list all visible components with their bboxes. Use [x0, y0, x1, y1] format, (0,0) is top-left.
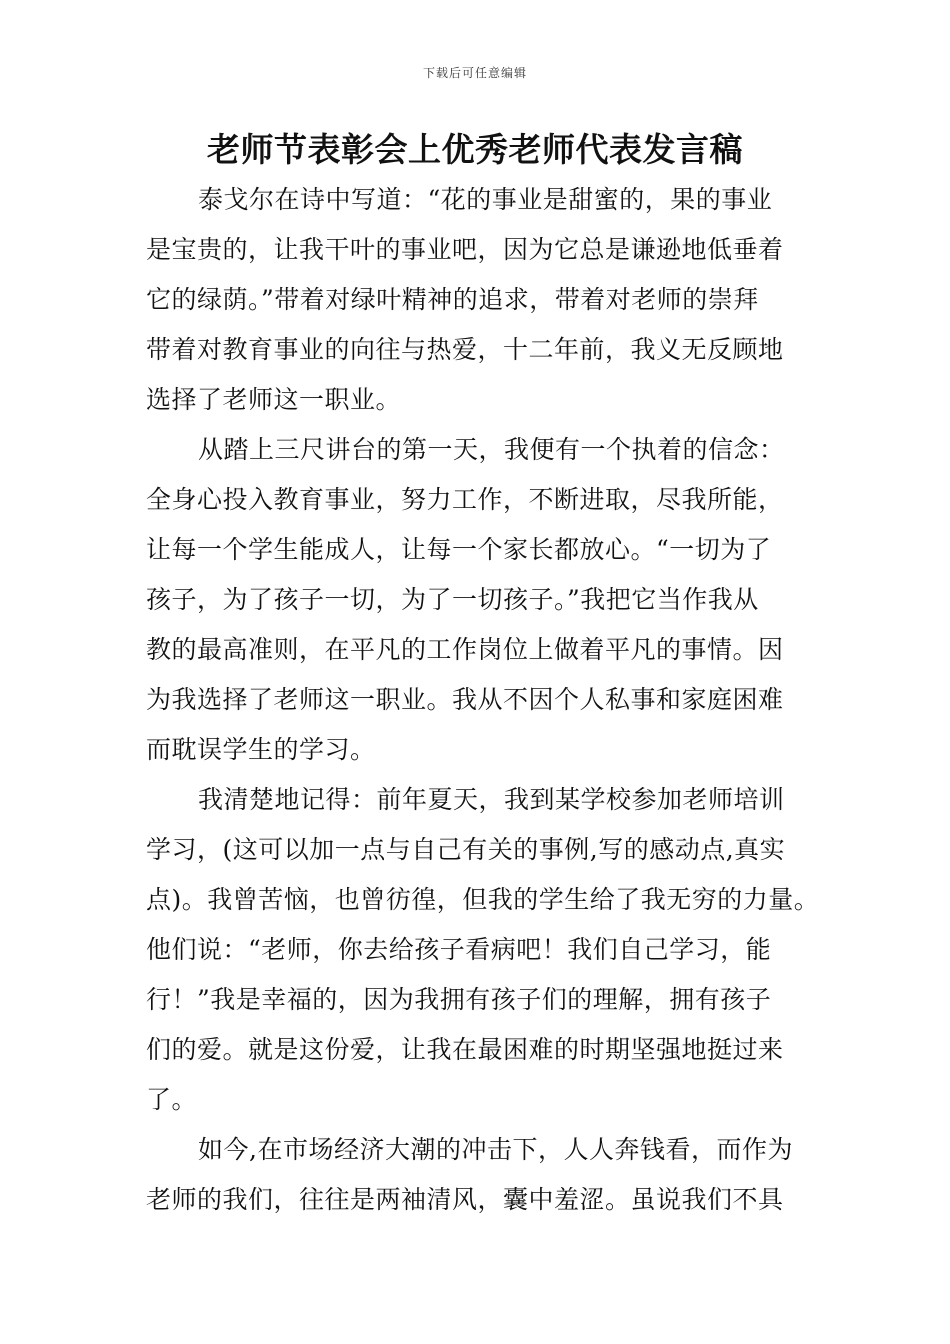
paragraph-line: 们的爱。就是这份爱，让我在最困难的时期坚强地挺过来	[146, 1035, 784, 1064]
paragraph-line: 而耽误学生的学习。	[146, 735, 376, 764]
paragraph-line: 泰戈尔在诗中写道：“花的事业是甜蜜的，果的事业	[198, 185, 773, 214]
paragraph-line: 为我选择了老师这一职业。我从不因个人私事和家庭困难	[146, 685, 784, 714]
paragraph-line: 是宝贵的，让我干叶的事业吧，因为它总是谦逊地低垂着	[146, 235, 784, 264]
paragraph	[146, 1125, 836, 1225]
paragraph-line: 从踏上三尺讲台的第一天，我便有一个执着的信念：	[198, 435, 785, 464]
paragraph-line: 它的绿荫。”带着对绿叶精神的追求，带着对老师的崇拜	[146, 285, 759, 314]
paragraph-line: 行！”我是幸福的，因为我拥有孩子们的理解，拥有孩子	[146, 985, 772, 1014]
paragraph-line: 学习，(这可以加一点与自己有关的事例,写的感动点,真实	[146, 835, 786, 864]
paragraph	[146, 775, 836, 1125]
paragraph-line: 让每一个学生能成人，让每一个家长都放心。“一切为了	[146, 535, 772, 564]
page-header-note: 下载后可任意编辑	[422, 66, 527, 80]
paragraph-line: 我清楚地记得：前年夏天，我到某学校参加老师培训	[198, 785, 785, 814]
paragraph-line: 老师的我们，往往是两袖清风，囊中羞涩。虽说我们不具	[146, 1185, 784, 1214]
document-body	[146, 175, 836, 1225]
paragraph-line: 教的最高准则，在平凡的工作岗位上做着平凡的事情。因	[146, 635, 784, 664]
document-title: 老师节表彰会上优秀老师代表发言稿	[207, 130, 743, 169]
paragraph-line: 全身心投入教育事业，努力工作，不断进取，尽我所能，	[146, 485, 784, 514]
paragraph-line: 点)。我曾苦恼，也曾彷徨，但我的学生给了我无穷的力量。	[146, 885, 820, 914]
paragraph-line: 如今,在市场经济大潮的冲击下，人人奔钱看，而作为	[198, 1135, 793, 1164]
paragraph-line: 他们说：“老师，你去给孩子看病吧！我们自己学习，能	[146, 935, 772, 964]
paragraph	[146, 425, 836, 775]
paragraph	[146, 175, 836, 425]
paragraph-line: 了。	[146, 1085, 198, 1114]
paragraph-line: 选择了老师这一职业。	[146, 385, 402, 414]
paragraph-line: 孩子，为了孩子一切，为了一切孩子。”我把它当作我从	[146, 585, 759, 614]
paragraph-line: 带着对教育事业的向往与热爱，十二年前，我义无反顾地	[146, 335, 784, 364]
